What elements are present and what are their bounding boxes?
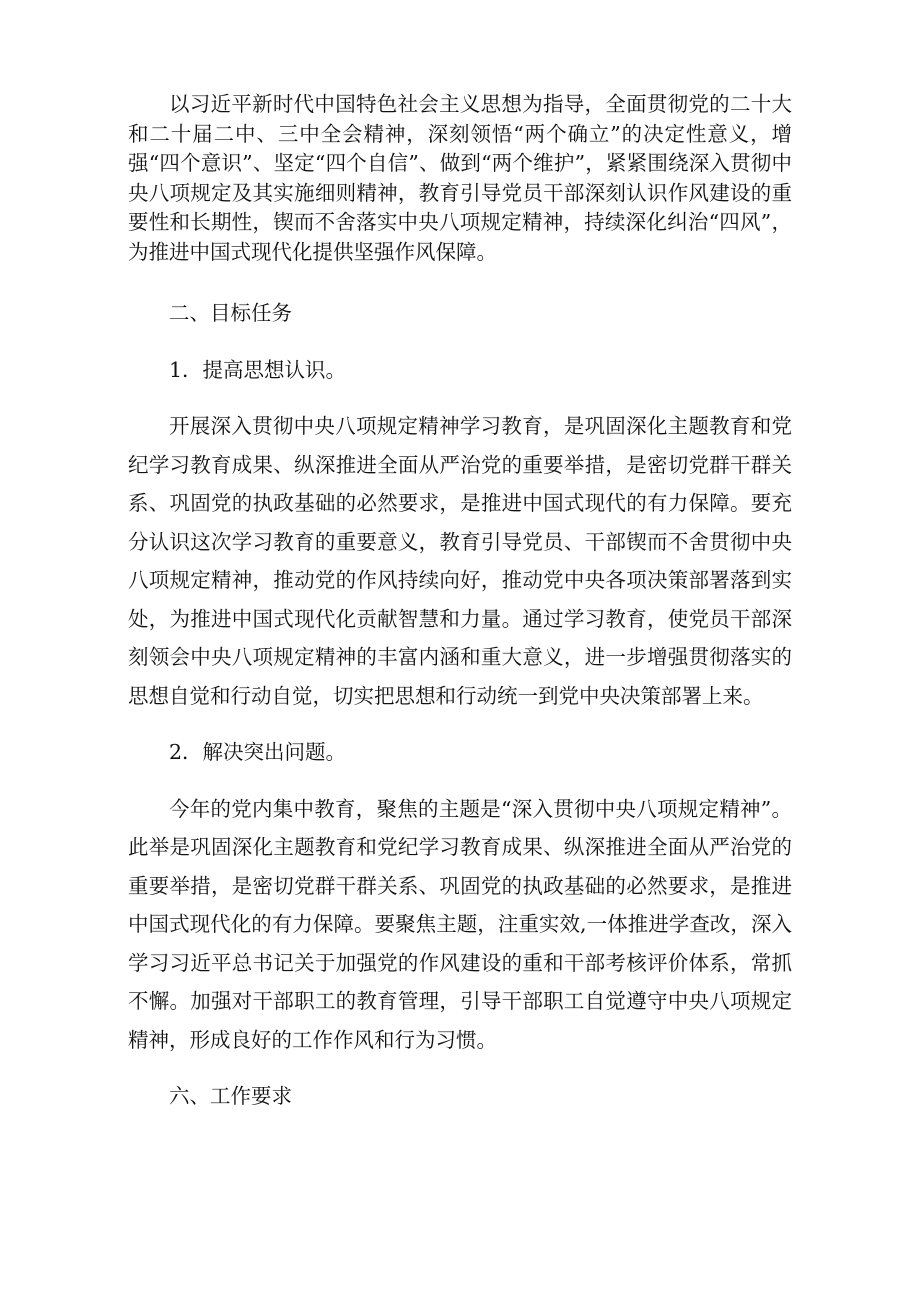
item-two-paragraph: 今年的党内集中教育，聚焦的主题是“深入贯彻中央八项规定精神”。此举是巩固深化主题教育和党纪学习教育成果、纵深推进全面从严治党的重要举措，是密切党群干群关系、巩固党的执政基础的必然要求，是推进中国式现代化的有力保障。要聚焦主题，注重实效,一体推进学查改，深入学习习近平总书记关于加强党的作风建设的重和干部考核评价体系，常抓不懈。加强对干部职工的教育管理，引导干部职工自觉遵守中央八项规定精神，形成良好的工作作风和行为习惯。 — [128, 796, 792, 1052]
section-two-heading: 二、目标任务 — [169, 301, 292, 325]
intro-paragraph: 以习近平新时代中国特色社会主义思想为指导，全面贯彻党的二十大和二十届二中、三中全会精神，深刻领悟“两个确立”的决定性意义，增强“四个意识”、坚定“四个自信”、做到“两个维护”，紧紧围绕深入贯彻中央八项规定及其实施细则精神，教育引导党员干部深刻认识作风建设的重要性和长期性，锲而不舍落实中央八项规定精神，持续深化纠治“四风”，为推进中国式现代化提供坚强作风保障。 — [128, 92, 792, 264]
section-six-heading: 六、工作要求 — [169, 1084, 292, 1108]
item-one-heading: 1．提高思想认识。 — [169, 357, 347, 382]
item-two-heading: 2．解决突出问题。 — [169, 740, 347, 764]
item-one-paragraph: 开展深入贯彻中央八项规定精神学习教育，是巩固深化主题教育和党纪学习教育成果、纵深推进全面从严治党的重要举措，是密切党群干群关系、巩固党的执政基础的必然要求，是推进中国式现代的有力保障。要充分认识这次学习教育的重要意义，教育引导党员、干部锲而不舍贯彻中央八项规定精神，推动党的作风持续向好，推动党中央各项决策部署落到实处，为推进中国式现代化贡献智慧和力量。通过学习教育，使党员干部深刻领会中央八项规定精神的丰富内涵和重大意义，进一步增强贯彻落实的思想自觉和行动自觉，切实把思想和行动统一到党中央决策部署上来。 — [128, 414, 792, 708]
